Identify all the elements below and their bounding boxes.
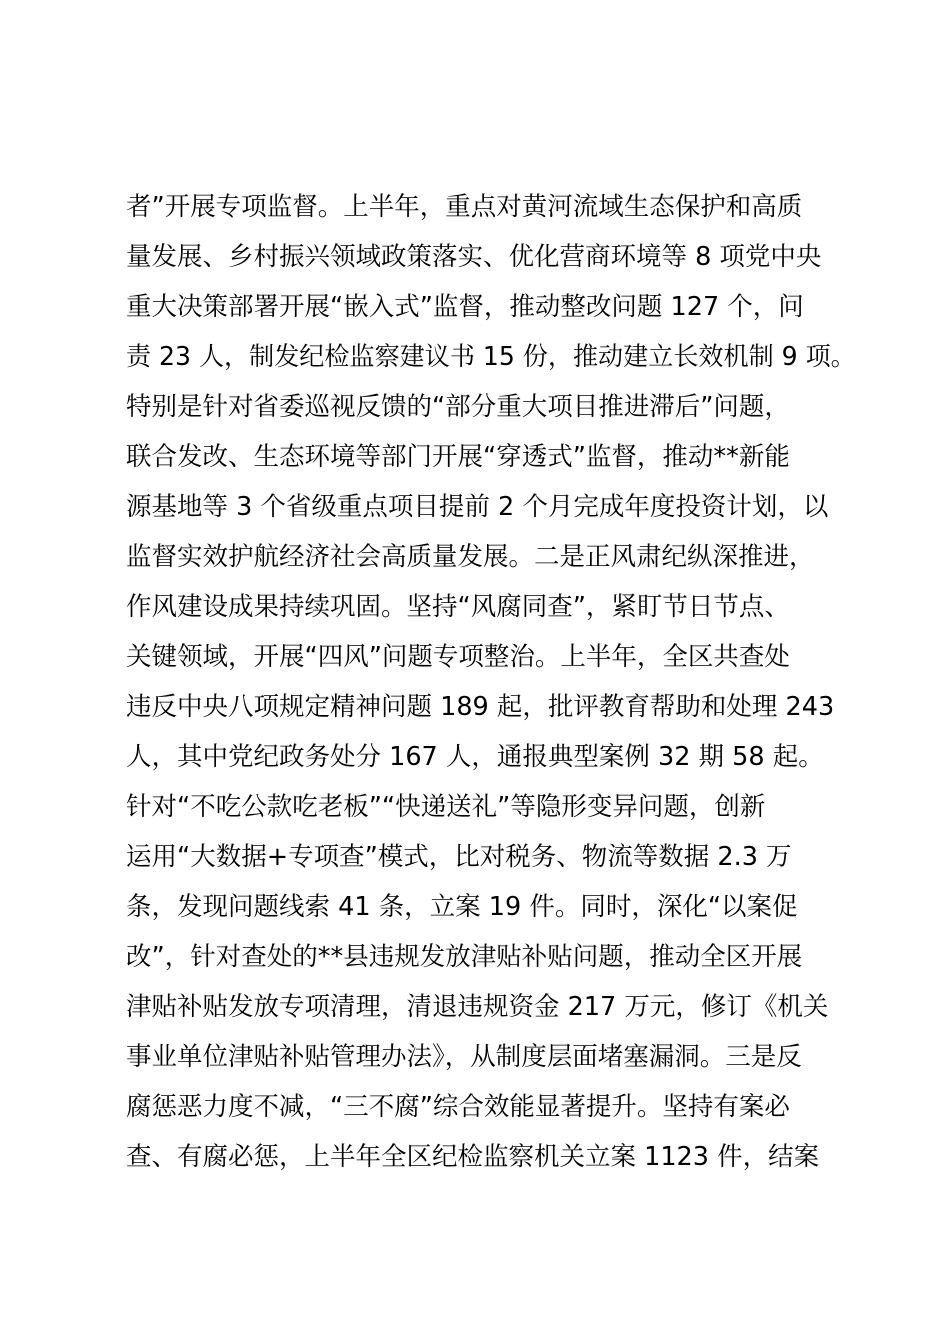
text-line: 运用“大数据+专项查”模式，比对税务、物流等数据 2.3 万 — [126, 842, 792, 872]
text-line: 责 23 人，制发纪检监察建议书 15 份，推动建立长效机制 9 项。 — [126, 342, 856, 372]
body-text — [126, 182, 856, 1182]
text-line: 查、有腐必惩，上半年全区纪检监察机关立案 1123 件，结案 — [126, 1142, 820, 1172]
text-line: 腐惩恶力度不减，“三不腐”综合效能显著提升。坚持有案必 — [126, 1092, 790, 1122]
text-line: 关键领域，开展“四风”问题专项整治。上半年，全区共查处 — [126, 642, 790, 672]
text-line: 违反中央八项规定精神问题 189 起，批评教育帮助和处理 243 — [126, 692, 835, 722]
text-line: 针对“不吃公款吃老板”“快递送礼”等隐形变异问题，创新 — [126, 792, 766, 822]
text-line: 事业单位津贴补贴管理办法》，从制度层面堵塞漏洞。三是反 — [126, 1042, 802, 1072]
text-line: 量发展、乡村振兴领域政策落实、优化营商环境等 8 项党中央 — [126, 242, 822, 272]
text-line: 改”，针对查处的**县违规发放津贴补贴问题，推动全区开展 — [126, 942, 803, 972]
text-line: 重大决策部署开展“嵌入式”监督，推动整改问题 127 个，问 — [126, 292, 804, 322]
text-line: 条，发现问题线索 41 条，立案 19 件。同时，深化“以案促 — [126, 892, 798, 922]
text-line: 者”开展专项监督。上半年，重点对黄河流域生态保护和高质 — [126, 192, 803, 222]
text-line: 津贴补贴发放专项清理，清退违规资金 217 万元，修订《机关 — [126, 992, 829, 1022]
text-line: 作风建设成果持续巩固。坚持“风腐同查”，紧盯节日节点、 — [126, 592, 790, 622]
text-line: 特别是针对省委巡视反馈的“部分重大项目推进滞后”问题， — [126, 392, 790, 422]
text-line: 联合发改、生态环境等部门开展“穿透式”监督，推动**新能 — [126, 442, 790, 472]
text-line: 源基地等 3 个省级重点项目提前 2 个月完成年度投资计划，以 — [126, 492, 829, 522]
text-line: 监督实效护航经济社会高质量发展。二是正风肃纪纵深推进， — [126, 542, 815, 572]
text-line: 人，其中党纪政务处分 167 人，通报典型案例 32 期 58 起。 — [126, 742, 824, 772]
